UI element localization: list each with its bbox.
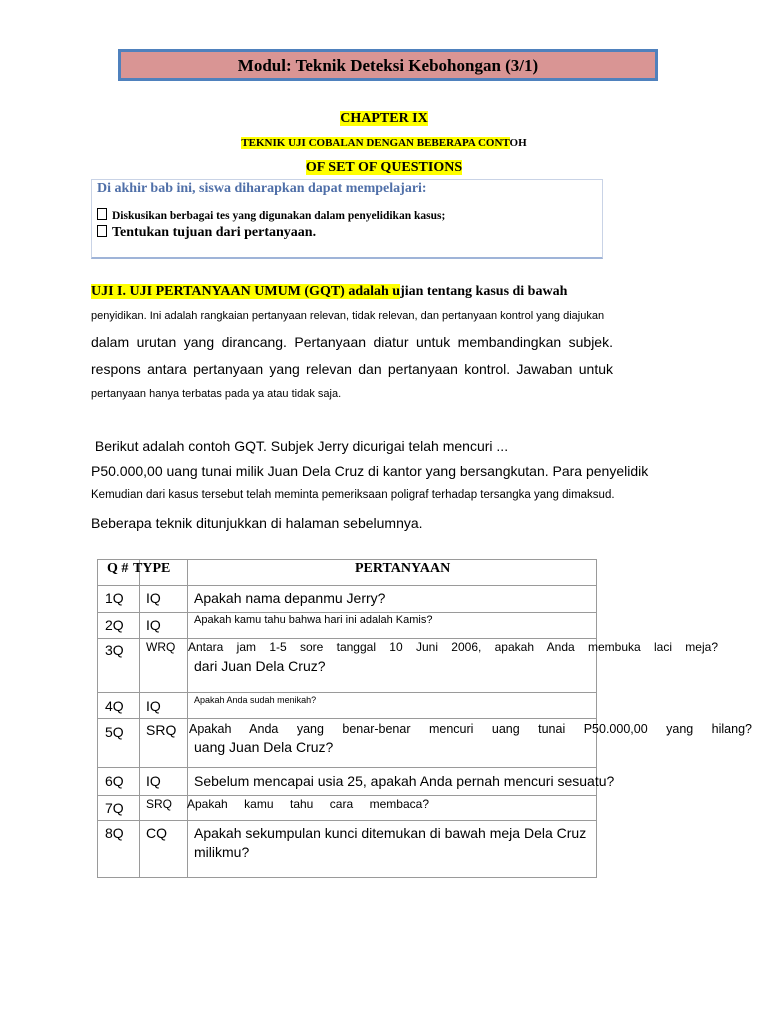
chapter-label: CHAPTER IX: [340, 111, 428, 126]
row-type: SRQ: [146, 797, 173, 811]
row-question: Apakah nama depanmu Jerry?: [194, 590, 386, 606]
row-qnum: 8Q: [105, 825, 124, 841]
objective-item: [97, 208, 445, 222]
question-table: [97, 559, 752, 877]
example-line: Beberapa teknik ditunjukkan di halaman sebelumnya.: [91, 515, 423, 531]
section-line: respons antara pertanyaan yang relevan dan pertanyaan kontrol. Jawaban untuk: [91, 361, 613, 377]
row-question: Apakah kamu tahu bahwa hari ini adalah Kamis?: [194, 614, 433, 626]
chapter-subtitle-rest: OH: [509, 137, 527, 149]
table-row: [97, 638, 718, 693]
row-qnum: 7Q: [105, 800, 124, 816]
row-question: Apakah Anda yang benar-benar mencuri uang tunai P50.000,00 yang hilang?: [189, 722, 752, 736]
row-type: IQ: [146, 698, 161, 714]
module-title-bar: [118, 49, 658, 81]
table-row: [97, 612, 597, 639]
row-qnum: 3Q: [105, 642, 124, 658]
row-qnum: 4Q: [105, 698, 124, 714]
row-type: IQ: [146, 773, 161, 789]
row-question-continued: milikmu?: [194, 844, 250, 860]
objective-text: Diskusikan berbagai tes yang digunakan dalam penyelidikan kasus;: [112, 210, 446, 222]
row-question-continued: uang Juan Dela Cruz?: [194, 739, 334, 755]
checkbox-icon: [97, 225, 107, 237]
objectives-heading: Di akhir bab ini, siswa diharapkan dapat mempelajari:: [97, 181, 427, 196]
section-heading-rest: jian tentang kasus di bawah: [400, 284, 568, 299]
row-qnum: 5Q: [105, 724, 124, 740]
row-question: Apakah sekumpulan kunci ditemukan di bawah meja Dela Cruz: [194, 825, 587, 841]
table-row: [97, 585, 597, 613]
section-line: dalam urutan yang dirancang. Pertanyaan diatur untuk membandingkan subjek.: [91, 334, 613, 350]
row-type: CQ: [146, 825, 167, 841]
row-type: SRQ: [146, 722, 177, 738]
header-qnum: Q #: [107, 561, 129, 576]
row-question: Antara jam 1-5 sore tanggal 10 Juni 2006, apakah Anda membuka laci meja?: [188, 640, 718, 654]
section-heading-highlight: UJI I. UJI PERTANYAAN UMUM (GQT) adalah u: [91, 284, 401, 299]
row-qnum: 1Q: [105, 590, 124, 606]
objective-text: Tentukan tujuan dari pertanyaan.: [112, 225, 317, 240]
table-row: [97, 692, 597, 719]
chapter-subtitle2: OF SET OF QUESTIONS: [305, 160, 463, 175]
example-line: Kemudian dari kasus tersebut telah meminta pemeriksaan poligraf terhadap tersangka yang dimaksud.: [91, 489, 615, 501]
row-question: Apakah Anda sudah menikah?: [194, 695, 317, 705]
checkbox-icon: [97, 208, 107, 220]
row-type: IQ: [146, 590, 161, 606]
table-header-row: [97, 559, 597, 586]
row-question-continued: dari Juan Dela Cruz?: [194, 658, 326, 674]
row-type: IQ: [146, 617, 161, 633]
chapter-subtitle-line: [0, 137, 768, 149]
example-line: Berikut adalah contoh GQT. Subjek Jerry dicurigai telah mencuri ...: [91, 438, 509, 454]
table-row: [97, 795, 597, 821]
row-question: Sebelum mencapai usia 25, apakah Anda pernah mencuri sesuatu?: [194, 773, 615, 789]
section-heading: [91, 284, 567, 300]
row-question: Apakah kamu tahu cara membaca?: [187, 797, 429, 811]
module-title: Modul: Teknik Deteksi Kebohongan (3/1): [237, 56, 539, 75]
example-line: P50.000,00 uang tunai milik Juan Dela Cruz di kantor yang bersangkutan. Para penyelidik: [91, 463, 649, 479]
row-qnum: 6Q: [105, 773, 124, 789]
objective-item: [97, 225, 316, 241]
table-row: [97, 718, 752, 768]
chapter-subtitle-highlight: TEKNIK UJI COBALAN DENGAN BEBERAPA CONT: [241, 137, 510, 149]
section-line: penyidikan. Ini adalah rangkaian pertanyaan relevan, tidak relevan, dan pertanyaan kontrol yang diajukan: [91, 310, 605, 322]
row-type: WRQ: [146, 640, 176, 654]
row-qnum: 2Q: [105, 617, 124, 633]
header-type: TYPE: [133, 561, 171, 576]
section-line: pertanyaan hanya terbatas pada ya atau tidak saja.: [91, 388, 342, 400]
table-row: [97, 767, 615, 796]
header-question: PERTANYAAN: [355, 561, 451, 576]
chapter-label-line: [0, 111, 768, 127]
chapter-subtitle-line2: [0, 160, 768, 176]
table-row: [97, 820, 597, 878]
